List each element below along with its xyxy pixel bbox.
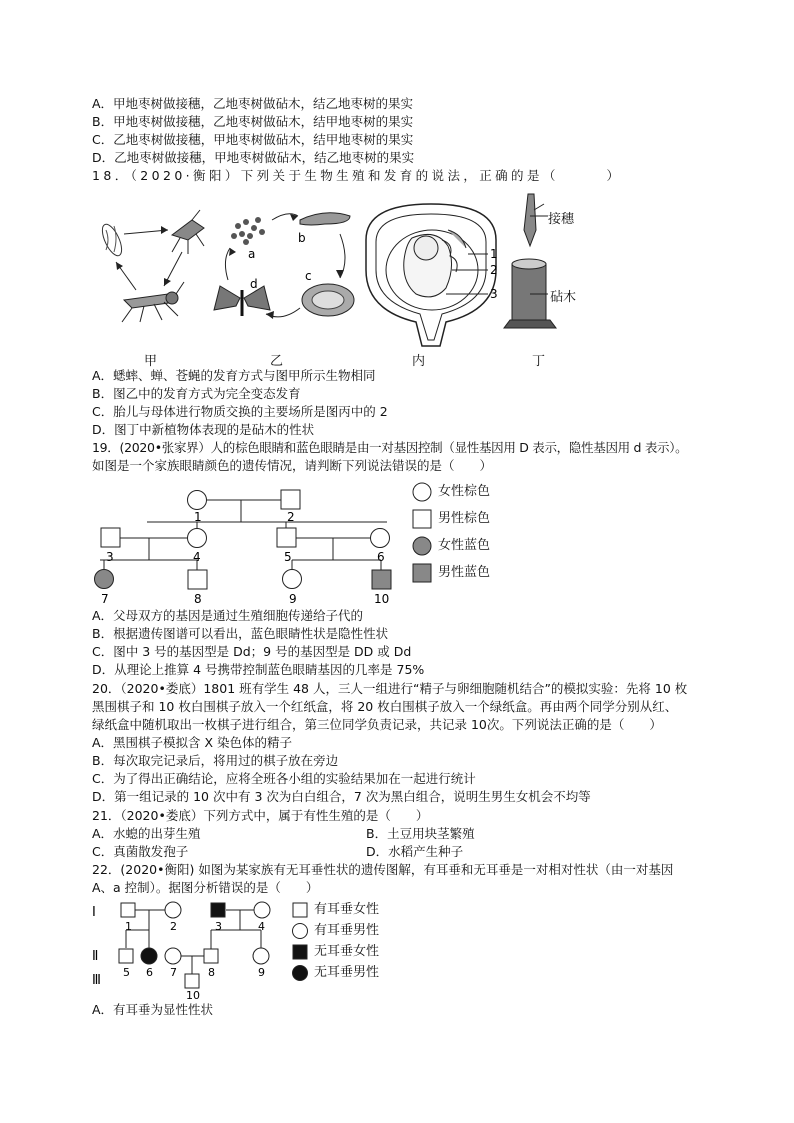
q22-legend-symbols — [292, 902, 312, 982]
q19-pedigree-chart — [90, 478, 410, 608]
legend-male-blue: 男性蓝色 — [438, 565, 491, 580]
individual-10 — [185, 974, 199, 988]
individual-2 — [165, 902, 181, 918]
individual-2 — [281, 490, 300, 509]
individual-5 — [119, 949, 133, 963]
label-2: 2 — [490, 263, 498, 277]
num-7: 7 — [170, 966, 177, 979]
num-5: 5 — [123, 966, 130, 979]
num-6: 6 — [146, 966, 153, 979]
q22-legend-1: 有耳垂女性 — [314, 902, 380, 917]
q20-option-c: C．为了得出正确结论，应将全班各小组的实验结果加在一起进行统计 — [92, 771, 476, 786]
num-8: 8 — [208, 966, 215, 979]
q19-option-a: A．父母双方的基因是通过生殖细胞传递给子代的 — [92, 608, 364, 623]
q22-stem-line2: A、a 控制）。据图分析错误的是（ ） — [92, 880, 319, 895]
label-a: a — [248, 247, 256, 261]
q22-stem-line1: 22．(2020•衡阳) 如图为某家族有无耳垂性状的遗传图解，有耳垂和无耳垂是一对相对性状（由一对基因 — [92, 862, 674, 877]
q18-option-d: D．图丁中新植物体表现的是砧木的性状 — [92, 422, 315, 437]
num-1: 1 — [194, 510, 202, 524]
legend-circle-white-icon — [293, 924, 308, 939]
individual-4 — [254, 902, 270, 918]
q20-stem-line2: 黑围棋子和 10 枚白围棋子放入一个红纸盒，将 20 枚白围棋子放入一个绿纸盒。再由两个同学分别从红、 — [92, 699, 678, 714]
q20-stem-line1: 20．（2020•娄底）1801 班有学生 48 人，三人一组进行“精子与卵细胞随机结合”的模拟实验：先将 10 枚 — [92, 681, 688, 696]
q21-option-c: C．真菌散发孢子 — [92, 844, 189, 859]
adult-moth-icon — [214, 286, 270, 316]
individual-8 — [188, 570, 207, 589]
q17-option-b: B．甲地枣树做接穗，乙地枣树做砧木，结甲地枣树的果实 — [92, 114, 414, 129]
q18-stem: 18．（2020·衡阳）下列关于生物生殖和发育的说法，正确的是（ ） — [92, 168, 623, 183]
individual-6 — [371, 529, 390, 548]
num-2: 2 — [170, 920, 177, 933]
individual-3 — [101, 528, 120, 547]
legend-male-blue-icon — [413, 564, 431, 582]
adult-grasshopper-icon — [122, 282, 184, 322]
q19-option-b: B．根据遗传图谱可以看出，蓝色眼睛性状是隐性性状 — [92, 626, 389, 641]
scion-pointer — [530, 214, 550, 304]
legend-male-brown-icon — [413, 510, 431, 528]
label-c: c — [305, 269, 312, 283]
stock-label: 砧木 — [550, 290, 577, 305]
individual-7 — [95, 570, 114, 589]
num-2: 2 — [287, 510, 295, 524]
legend-female-brown: 女性棕色 — [438, 484, 491, 499]
caption-yi: 乙 — [270, 354, 284, 369]
num-5: 5 — [284, 550, 292, 564]
q21-option-d: D．水稻产生种子 — [366, 844, 464, 859]
gen-3: Ⅲ — [92, 973, 101, 988]
q18-option-c: C．胎儿与母体进行物质交换的主要场所是图丙中的 2 — [92, 404, 388, 419]
figure-jia-insect-cycle — [92, 190, 212, 340]
q20-option-b: B．每次取完记录后，将用过的棋子放在旁边 — [92, 753, 339, 768]
legend-female-blue: 女性蓝色 — [438, 538, 491, 553]
egg-icon — [98, 222, 125, 259]
q22-option-a: A．有耳垂为显性性状 — [92, 1002, 214, 1017]
q22-legend-3: 无耳垂女性 — [314, 944, 380, 959]
q19-option-c: C．图中 3 号的基因型是 Dd；9 号的基因型是 DD 或 Dd — [92, 644, 412, 659]
pupa-icon — [302, 284, 354, 316]
q19-stem-line2: 如图是一个家族眼睛颜色的遗传情况，请判断下列说法错误的是（ ） — [92, 458, 493, 473]
q18-option-b: B．图乙中的发育方式为完全变态发育 — [92, 386, 301, 401]
legend-male-brown: 男性棕色 — [438, 511, 491, 526]
q17-option-a: A．甲地枣树做接穗，乙地枣树做砧木，结乙地枣树的果实 — [92, 96, 414, 111]
q19-option-d: D．从理论上推算 4 号携带控制蓝色眼睛基因的几率是 75% — [92, 662, 425, 677]
label-b: b — [298, 231, 306, 245]
legend-female-brown-icon — [413, 483, 431, 501]
q22-pedigree-chart — [90, 898, 290, 1002]
num-7: 7 — [101, 592, 109, 606]
q19-legend-symbols — [412, 482, 434, 582]
figure-bing-uterus — [356, 200, 506, 350]
num-10: 10 — [374, 592, 390, 606]
q18-option-a: A．蟋蟀、蝉、苍蝇的发育方式与图甲所示生物相同 — [92, 368, 376, 383]
label-3: 3 — [490, 287, 498, 301]
individual-1 — [188, 491, 207, 510]
label-1: 1 — [490, 247, 498, 261]
num-10: 10 — [186, 989, 200, 1002]
num-3: 3 — [215, 920, 222, 933]
legend-circle-black-icon — [293, 966, 308, 981]
q17-option-d: D．乙地枣树做接穗，甲地枣树做砧木，结乙地枣树的果实 — [92, 150, 415, 165]
q17-option-c: C．乙地枣树做接穗，甲地枣树做砧木，结甲地枣树的果实 — [92, 132, 414, 147]
caption-jia: 甲 — [144, 354, 158, 369]
caption-bing: 内 — [412, 354, 426, 369]
caption-ding: 丁 — [532, 354, 546, 369]
num-6: 6 — [377, 550, 385, 564]
q22-legend-2: 有耳垂男性 — [314, 923, 380, 938]
q19-stem-line1: 19．(2020•张家界）人的棕色眼睛和蓝色眼睛是由一对基因控制（显性基因用 D 表示，隐性基因用 d 表示）。 — [92, 440, 688, 455]
num-4: 4 — [193, 550, 201, 564]
larva-icon — [300, 213, 350, 225]
individual-4 — [188, 529, 207, 548]
individual-1 — [121, 903, 135, 917]
legend-female-blue-icon — [413, 537, 431, 555]
num-4: 4 — [258, 920, 265, 933]
q22-legend-4: 无耳垂男性 — [314, 965, 380, 980]
q21-option-b: B．土豆用块茎繁殖 — [366, 826, 475, 841]
q20-option-a: A．黑围棋子模拟含 X 染色体的精子 — [92, 735, 293, 750]
legend-square-black-icon — [293, 945, 307, 959]
num-9: 9 — [258, 966, 265, 979]
individual-8 — [204, 949, 218, 963]
num-3: 3 — [106, 550, 114, 564]
figure-yi-butterfly-cycle — [200, 190, 360, 340]
gen-1: Ⅰ — [92, 905, 96, 920]
individual-10 — [372, 570, 391, 589]
individual-9 — [283, 570, 302, 589]
num-9: 9 — [289, 592, 297, 606]
gen-2: Ⅱ — [92, 949, 99, 964]
individual-6 — [141, 948, 157, 964]
label-d: d — [250, 277, 258, 291]
q20-stem-line3: 绿纸盒中随机取出一枚棋子进行组合，第三位同学负责记录，共记录 10次。下列说法正确的是（ ） — [92, 717, 662, 732]
q21-stem: 21．（2020•娄底）下列方式中，属于有性生殖的是（ ） — [92, 808, 429, 823]
individual-5 — [277, 528, 296, 547]
num-8: 8 — [194, 592, 202, 606]
scion-label: 接穗 — [548, 212, 575, 227]
eggs-icon — [231, 217, 265, 245]
individual-9 — [253, 948, 269, 964]
q21-option-a: A．水螅的出芽生殖 — [92, 826, 201, 841]
legend-square-white-icon — [293, 903, 307, 917]
individual-3 — [211, 903, 225, 917]
individual-7 — [165, 948, 181, 964]
num-1: 1 — [125, 920, 132, 933]
q20-option-d: D．第一组记录的 10 次中有 3 次为白白组合，7 次为黑白组合，说明生男生女机会不均等 — [92, 789, 591, 804]
